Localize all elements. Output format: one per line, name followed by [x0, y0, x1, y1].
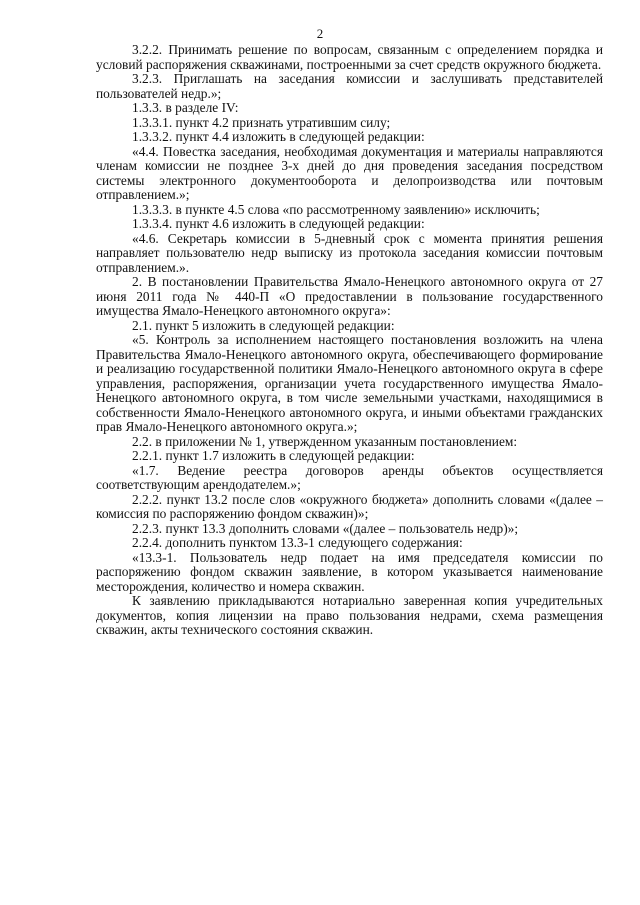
paragraph-quote-1-7: «1.7. Ведение реестра договоров аренды объектов осуществляется соответствующим арендодателем.»; — [96, 462, 603, 492]
paragraph-1-3-3-3: 1.3.3.3. в пункте 4.5 слова «по рассмотренному заявлению» исключить; — [132, 201, 540, 217]
paragraph-quote-13-3-1: «13.3-1. Пользователь недр подает на имя председателя комиссии по распоряжению фондом скважин заявление, в котором указывается наименование месторождения, количество и номера скважин. — [96, 549, 603, 594]
paragraph-3-2-2: 3.2.2. Принимать решение по вопросам, связанным с определением порядка и условий распоряжения скважинами, построенными за счет средств окружного бюджета. — [96, 42, 603, 72]
paragraph-2-2-1: 2.2.1. пункт 1.7 изложить в следующей редакции: — [132, 448, 415, 463]
paragraph-2-2-3: 2.2.3. пункт 13.3 дополнить словами «(далее – пользователь недр)»; — [132, 520, 519, 536]
paragraph-quote-4-4: «4.4. Повестка заседания, необходимая документация и материалы направляются членам комиссии не позднее 3-х дней до дня проведения заседания посредством системы электронного документооборота и делопроизводства или почтовым отправлением.»; — [96, 143, 603, 202]
paragraph-2-2-2: 2.2.2. пункт 13.2 после слов «окружного бюджета» дополнить словами «(далее – комиссия по распоряжению фондом скважин)»; — [96, 491, 603, 521]
document-body — [96, 43, 603, 638]
paragraph-quote-5: «5. Контроль за исполнением настоящего постановления возложить на члена Правительства Ямало-Ненецкого автономного округа, обеспечивающего формирование и реализацию государственной политики Ямало-Ненецкого автономного округа в сфере управления, распоряжения, организации учета государственного имущества Ямало-Ненецкого автономного округа, в том числе земельными участками, находящимися в собственности Ямало-Ненецкого автономного округа, и иными объектами гражданских прав Ямало-Ненецкого автономного округа.»; — [96, 332, 603, 434]
paragraph-1-3-3-1: 1.3.3.1. пункт 4.2 признать утратившим силу; — [132, 114, 391, 130]
paragraph-2-1: 2.1. пункт 5 изложить в следующей редакции: — [132, 317, 395, 333]
paragraph-quote-4-6: «4.6. Секретарь комиссии в 5-дневный срок с момента принятия решения направляет пользователю недр выписку из протокола заседания комиссии почтовым отправлением.». — [96, 230, 603, 275]
paragraph-2-2: 2.2. в приложении № 1, утвержденном указанным постановлением: — [132, 433, 518, 449]
page-number: 2 — [316, 26, 324, 41]
paragraph-1-3-3-4: 1.3.3.4. пункт 4.6 изложить в следующей редакции: — [132, 216, 425, 231]
paragraph-2-2-4: 2.2.4. дополнить пунктом 13.3-1 следующего содержания: — [132, 535, 463, 550]
paragraph-2: 2. В постановлении Правительства Ямало-Ненецкого автономного округа от 27 июня 2011 года № 440-П «О предоставлении в пользование государственного имущества Ямало-Ненецкого автономного округа»: — [96, 274, 603, 318]
paragraph-attachments: К заявлению прикладываются нотариально заверенная копия учредительных документов, копия лицензии на право пользования недрами, схема размещения скважин, акты технического состояния скважин. — [96, 593, 603, 637]
paragraph-3-2-3: 3.2.3. Приглашать на заседания комиссии и заслушивать представителей пользователей недр.»; — [96, 71, 603, 101]
paragraph-1-3-3: 1.3.3. в разделе IV: — [132, 100, 239, 115]
paragraph-1-3-3-2: 1.3.3.2. пункт 4.4 изложить в следующей редакции: — [132, 129, 425, 144]
